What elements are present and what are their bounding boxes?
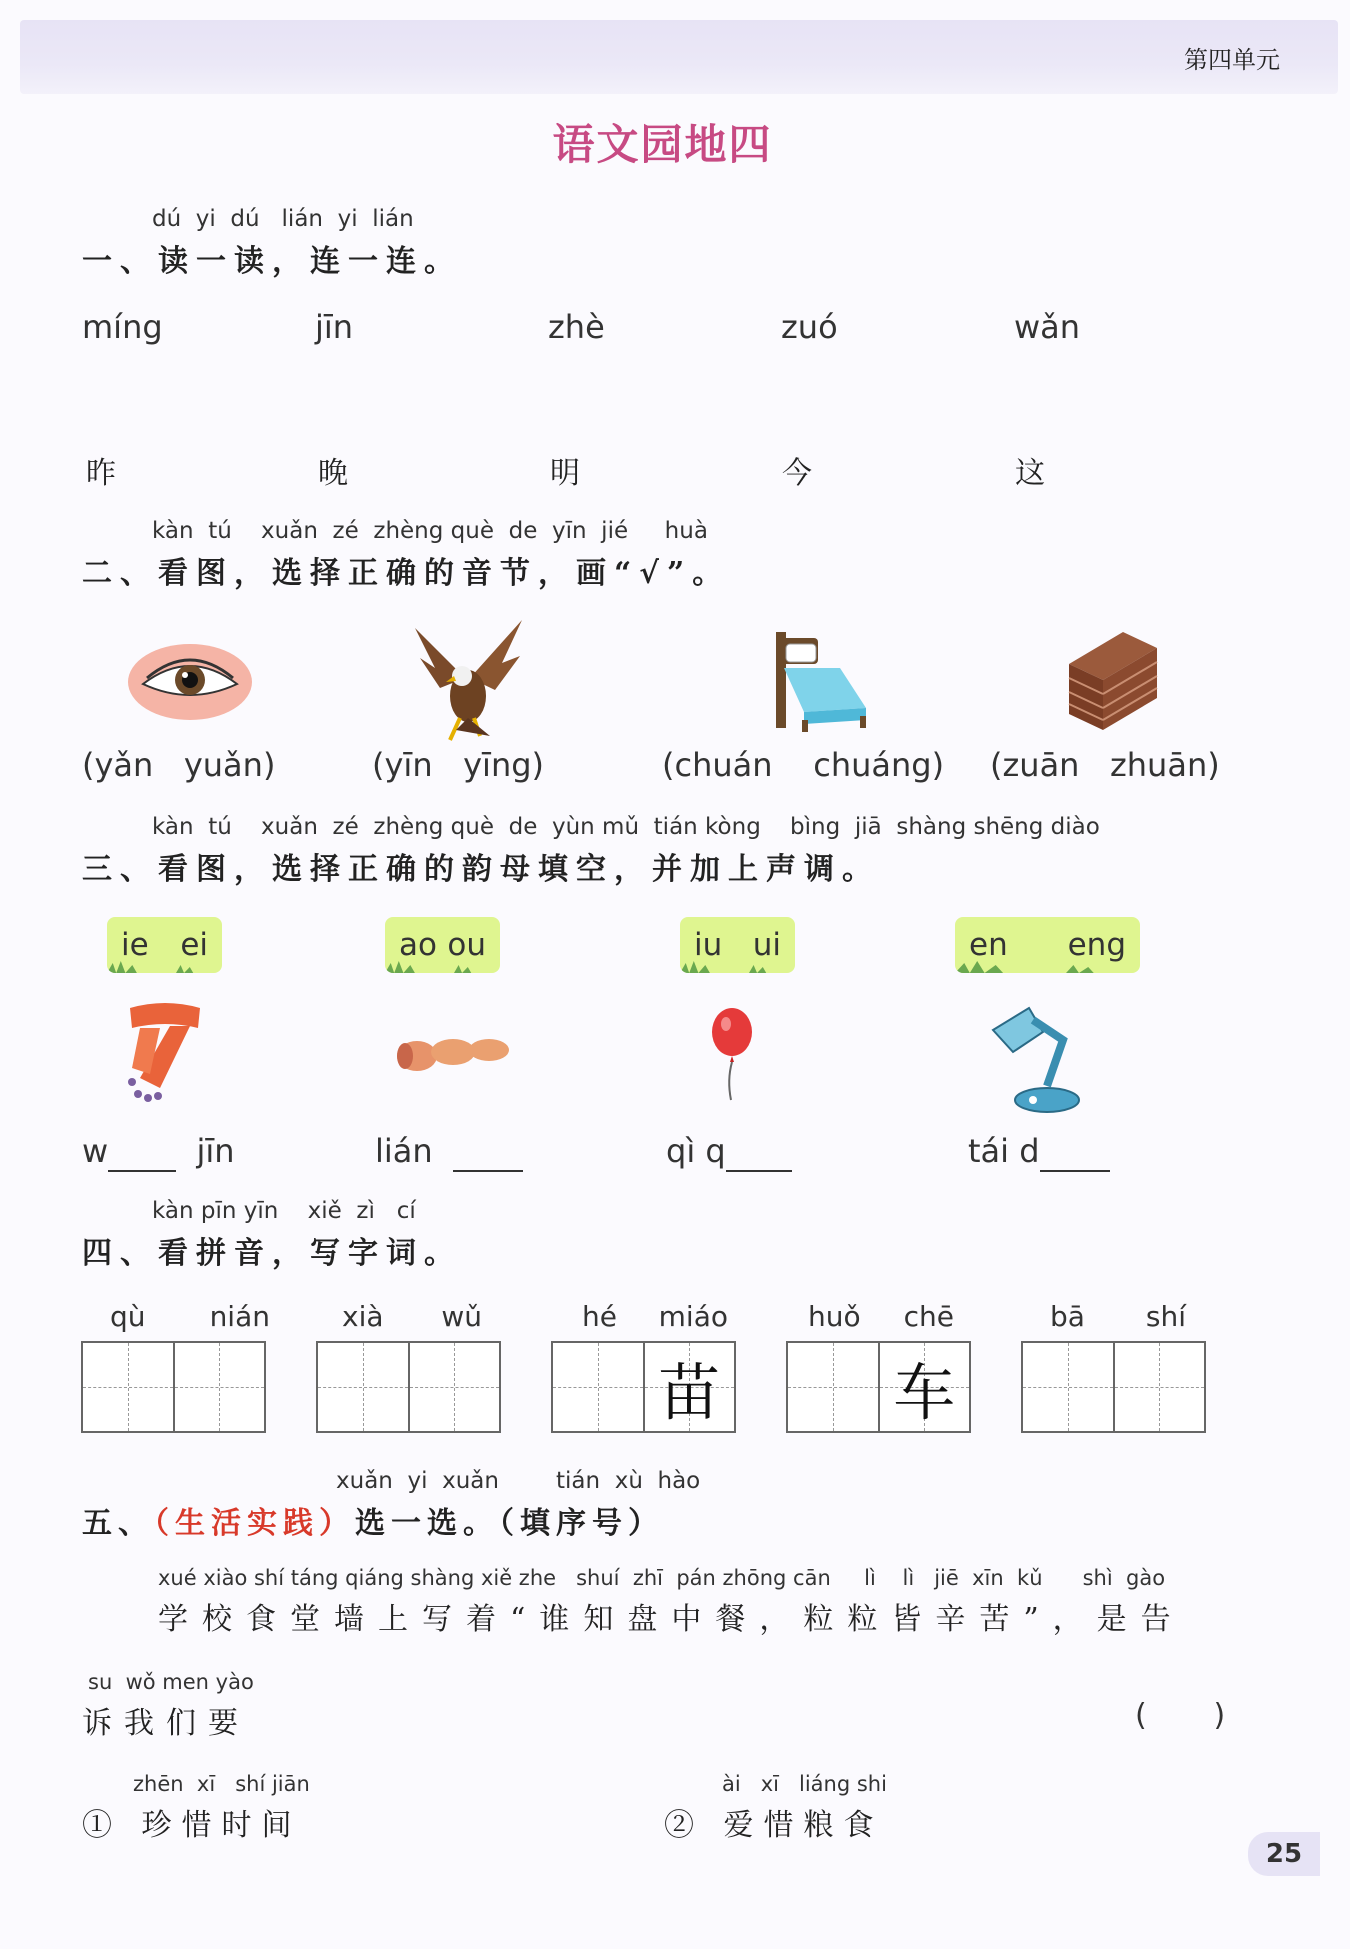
page-title: 语文园地四 [552, 120, 773, 169]
syllable-option[interactable]: yuǎn [183, 746, 263, 784]
final-option[interactable]: iu [694, 927, 723, 963]
final-option[interactable]: ie [121, 927, 149, 963]
s4-word-pinyin: qù nián [110, 1300, 270, 1333]
answer-blank[interactable] [726, 1132, 792, 1172]
writing-grid [1021, 1341, 1206, 1433]
s1-char[interactable]: 明 [550, 456, 580, 491]
s3-word: tái d [968, 1132, 1110, 1172]
s5-line1-pinyin: xué xiào shí táng qiáng shàng xiě zhe shuí zhī pán zhōng cān lì lì jiē xīn kǔ shì gào [158, 1566, 1166, 1590]
syllable-option[interactable]: yīn [384, 746, 433, 784]
final-option[interactable]: ei [180, 927, 208, 963]
writing-cell[interactable] [410, 1343, 500, 1431]
syllable-option[interactable]: zuān [1002, 746, 1080, 784]
s3-word: w jīn [82, 1132, 235, 1170]
s4-word-pinyin: huǒ chē [808, 1300, 954, 1333]
syllable-option[interactable]: chuáng [813, 746, 932, 784]
s1-pinyin-word[interactable]: zhè [548, 308, 605, 346]
life-practice-tag: （生活实践） [154, 1506, 355, 1541]
s5-line1-text: 学校食堂墙上写着“谁知盘中餐，粒粒皆辛苦”，是告 [158, 1602, 1185, 1637]
eagle-icon [410, 618, 525, 743]
s4-word-pinyin: bā shí [1050, 1300, 1186, 1333]
s2-option-group: (yīn yīng) [372, 746, 545, 784]
balloon-icon [707, 1004, 757, 1104]
s1-char[interactable]: 昨 [86, 456, 116, 491]
syllable-option[interactable]: yīng [463, 746, 532, 784]
s4-heading: 四、看拼音，写字词。 [82, 1236, 462, 1271]
final-option[interactable]: ui [752, 927, 781, 963]
header-band [20, 20, 1338, 94]
unit-label: 第四单元 [1184, 46, 1280, 74]
writing-grid [81, 1341, 266, 1433]
writing-cell[interactable] [318, 1343, 410, 1431]
final-option[interactable]: ao [399, 927, 437, 963]
s5-line2-pinyin: su wǒ men yào [88, 1670, 254, 1694]
grass-decoration [107, 959, 222, 973]
final-option[interactable]: ou [447, 927, 486, 963]
answer-bracket[interactable]: ( ) [1135, 1698, 1226, 1733]
s3-pinyin: kàn tú xuǎn zé zhèng què de yùn mǔ tián kòng bìng jiā shàng shēng diào [152, 814, 1100, 840]
s2-heading: 二、看图，选择正确的音节，画“√”。 [82, 556, 731, 591]
brick-icon [1065, 628, 1161, 732]
bed-icon [770, 628, 870, 732]
answer-blank[interactable] [453, 1132, 523, 1172]
writing-cell[interactable] [175, 1343, 265, 1431]
writing-grid [316, 1341, 501, 1433]
s2-option-group: (chuán chuáng) [662, 746, 945, 784]
answer-blank[interactable] [1040, 1132, 1110, 1172]
writing-cell[interactable] [788, 1343, 880, 1431]
s5-pinyin-a: xuǎn yi xuǎn [336, 1468, 499, 1494]
writing-cell[interactable] [553, 1343, 645, 1431]
writing-cell: 苗 [645, 1343, 735, 1431]
s1-char[interactable]: 今 [782, 456, 812, 491]
answer-blank[interactable] [108, 1132, 176, 1172]
s1-heading: 一、读一读，连一连。 [82, 244, 462, 279]
s1-pinyin: dú yi dú lián yi lián [152, 206, 414, 232]
s3-word: lián [375, 1132, 523, 1172]
s1-pinyin-word[interactable]: jīn [315, 308, 354, 346]
grass-decoration [385, 959, 500, 973]
syllable-option[interactable]: yǎn [94, 746, 154, 784]
final-option[interactable]: eng [1067, 927, 1126, 963]
desk-lamp-icon [985, 1000, 1085, 1116]
lotus-root-icon [395, 1030, 511, 1076]
s3-word: qì q [666, 1132, 792, 1172]
s3-heading: 三、看图，选择正确的韵母填空，并加上声调。 [82, 852, 880, 887]
s5-opt1-pinyin: zhēn xī shí jiān [133, 1772, 310, 1796]
writing-cell[interactable] [1115, 1343, 1205, 1431]
s1-char[interactable]: 晚 [318, 456, 348, 491]
s5-heading: 五、（生活实践）选一选。（填序号） [82, 1506, 664, 1541]
s4-pinyin: kàn pīn yīn xiě zì cí [152, 1198, 416, 1224]
writing-cell: 车 [880, 1343, 970, 1431]
final-option[interactable]: en [969, 927, 1008, 963]
grass-decoration [680, 959, 795, 973]
syllable-option[interactable]: chuán [674, 746, 773, 784]
s2-option-group: (yǎn yuǎn) [82, 746, 276, 784]
s3-final-options [680, 917, 795, 973]
writing-cell[interactable] [83, 1343, 175, 1431]
s4-word-pinyin: hé miáo [582, 1300, 728, 1333]
s1-char[interactable]: 这 [1015, 456, 1045, 491]
scarf-icon [120, 998, 210, 1108]
s3-final-options [385, 917, 500, 973]
page-number: 25 [1248, 1832, 1320, 1876]
s5-option-1[interactable]: ① 珍惜时间 [82, 1808, 302, 1843]
s1-pinyin-word[interactable]: zuó [781, 308, 838, 346]
writing-grid [786, 1341, 971, 1433]
writing-cell[interactable] [1023, 1343, 1115, 1431]
s5-pinyin-b: tián xù hào [556, 1468, 701, 1494]
s5-opt2-pinyin: ài xī liáng shi [722, 1772, 887, 1796]
writing-grid [551, 1341, 736, 1433]
eye-icon [125, 640, 255, 724]
s3-final-options [107, 917, 222, 973]
s1-pinyin-word[interactable]: wǎn [1014, 308, 1081, 346]
s4-word-pinyin: xià wǔ [342, 1300, 482, 1333]
grass-decoration [955, 959, 1140, 973]
s5-line2-text: 诉我们要 [82, 1706, 250, 1741]
s2-pinyin: kàn tú xuǎn zé zhèng què de yīn jié huà [152, 518, 708, 544]
s2-option-group: (zuān zhuān) [990, 746, 1220, 784]
syllable-option[interactable]: zhuān [1109, 746, 1208, 784]
s1-pinyin-word[interactable]: míng [82, 308, 163, 346]
s3-final-options [955, 917, 1140, 973]
s5-option-2[interactable]: ② 爱惜粮食 [664, 1808, 884, 1843]
